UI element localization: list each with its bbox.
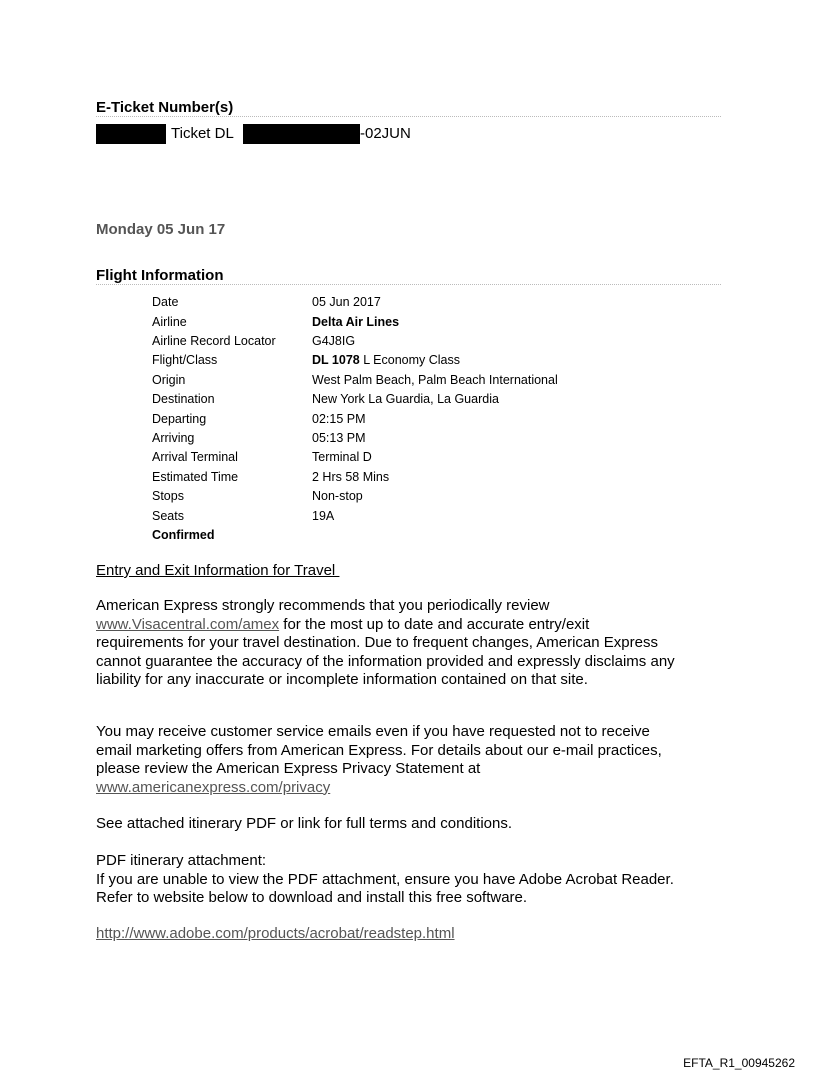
field-value: Delta Air Lines — [312, 315, 400, 329]
text-line: You may receive customer service emails even if you have requested not to receive — [96, 723, 650, 740]
field-value: 02:15 PM — [312, 412, 366, 426]
field-value — [312, 353, 460, 367]
text-line: American Express strongly recommends that you periodically review — [96, 597, 550, 614]
text-line — [96, 779, 662, 798]
field-label: Arriving — [152, 431, 195, 445]
field-label: Arrival Terminal — [152, 450, 238, 464]
text-line-rest: for the most up to date and accurate entry/exit — [279, 615, 590, 633]
field-value: Terminal D — [312, 450, 372, 464]
text-line: liability for any inaccurate or incomplete information contained on that site. — [96, 671, 588, 688]
field-value: G4J8IG — [312, 334, 356, 348]
text-line: requirements for your travel destination. Due to frequent changes, American Express — [96, 634, 658, 651]
text-line: If you are unable to view the PDF attachment, ensure you have Adobe Acrobat Reader. — [96, 870, 674, 888]
ticket-prefix: Ticket DL — [171, 125, 234, 142]
field-value: 2 Hrs 58 Mins — [312, 470, 390, 484]
privacy-paragraph — [96, 723, 662, 797]
divider — [96, 116, 721, 117]
flight-class: L Economy Class — [359, 353, 460, 367]
field-value: 05 Jun 2017 — [312, 295, 381, 309]
field-label: Departing — [152, 412, 207, 426]
field-value: 19A — [312, 509, 335, 523]
field-value: 05:13 PM — [312, 431, 366, 445]
text-line: Refer to website below to download and install this free software. — [96, 889, 528, 906]
text-line — [96, 616, 675, 635]
visacentral-link[interactable]: www.Visacentral.com/amex — [96, 615, 280, 633]
divider — [96, 284, 721, 285]
adobe-link-line — [96, 925, 455, 944]
date-heading: Monday 05 Jun 17 — [96, 221, 226, 238]
field-label: Destination — [152, 392, 215, 406]
ticket-suffix: -02JUN — [360, 125, 411, 142]
adobe-link[interactable]: http://www.adobe.com/products/acrobat/readstep.html — [96, 925, 455, 942]
text-line: PDF itinerary attachment: — [96, 852, 267, 869]
redaction-block — [96, 124, 166, 144]
entry-exit-paragraph — [96, 597, 675, 690]
field-value: New York La Guardia, La Guardia — [312, 392, 499, 406]
text-line: email marketing offers from American Express. For details about our e-mail practices, — [96, 741, 662, 759]
redaction-block — [243, 124, 360, 144]
field-label: Seats — [152, 509, 184, 523]
field-label: Airline Record Locator — [152, 334, 276, 348]
field-label: Airline — [152, 315, 187, 329]
field-label: Stops — [152, 489, 184, 503]
field-label: Origin — [152, 373, 186, 387]
field-value: West Palm Beach, Palm Beach International — [312, 373, 558, 387]
field-label: Date — [152, 295, 179, 309]
privacy-link[interactable]: www.americanexpress.com/privacy — [96, 778, 331, 796]
document-id: EFTA_R1_00945262 — [683, 1056, 795, 1070]
field-label: Flight/Class — [152, 353, 218, 367]
text-line: please review the American Express Privacy Statement at — [96, 760, 481, 777]
flight-number: DL 1078 — [312, 353, 360, 367]
field-value: Non-stop — [312, 489, 363, 503]
text-line: cannot guarantee the accuracy of the information provided and expressly disclaims any — [96, 652, 675, 670]
booking-status: Confirmed — [152, 528, 215, 542]
terms-text: See attached itinerary PDF or link for full terms and conditions. — [96, 815, 513, 832]
field-label: Estimated Time — [152, 470, 239, 484]
eticket-heading: E-Ticket Number(s) — [96, 99, 234, 116]
pdf-paragraph — [96, 852, 674, 908]
entry-exit-heading: Entry and Exit Information for Travel — [96, 562, 340, 579]
flight-info-heading: Flight Information — [96, 267, 224, 284]
